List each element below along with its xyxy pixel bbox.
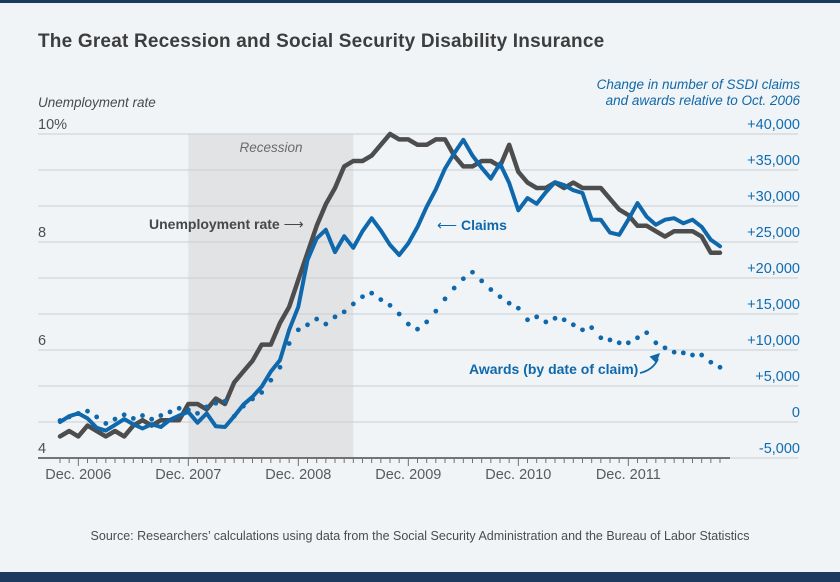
awards-dot bbox=[626, 340, 631, 345]
awards-dot bbox=[250, 397, 255, 402]
awards-dot bbox=[94, 415, 99, 420]
awards-dot bbox=[131, 416, 136, 421]
awards-dot bbox=[323, 322, 328, 327]
awards-dot bbox=[204, 404, 209, 409]
awards-dot bbox=[488, 287, 493, 292]
awards-dot bbox=[241, 404, 246, 409]
right-axis-tick-label: +35,000 bbox=[747, 153, 800, 169]
awards-dot bbox=[287, 341, 292, 346]
right-axis-tick-label: -5,000 bbox=[758, 441, 800, 457]
awards-dot bbox=[122, 412, 127, 417]
arrow-right-icon: ⟶ bbox=[283, 216, 304, 232]
awards-dot bbox=[223, 399, 228, 404]
recession-band-label: Recession bbox=[239, 140, 303, 155]
awards-dot bbox=[85, 409, 90, 414]
awards-dot bbox=[186, 407, 191, 412]
awards-dot bbox=[305, 322, 310, 327]
awards-dot bbox=[690, 353, 695, 358]
awards-dot bbox=[598, 335, 603, 340]
awards-dot bbox=[516, 306, 521, 311]
awards-dot bbox=[708, 360, 713, 365]
awards-dot bbox=[232, 414, 237, 419]
awards-dot bbox=[103, 421, 108, 426]
awards-dot bbox=[718, 365, 723, 370]
awards-dot bbox=[433, 309, 438, 314]
awards-dot bbox=[507, 301, 512, 306]
arrow-left-icon: ⟵ bbox=[437, 217, 458, 233]
awards-dot bbox=[470, 270, 475, 275]
awards-dot bbox=[653, 340, 658, 345]
awards-dot bbox=[333, 314, 338, 319]
awards-dot bbox=[534, 314, 539, 319]
right-axis-title-line1: Change in number of SSDI claims bbox=[596, 77, 800, 92]
awards-dot bbox=[397, 312, 402, 317]
left-axis-tick-label: 4 bbox=[38, 441, 47, 457]
awards-dot bbox=[149, 417, 154, 422]
awards-dot bbox=[562, 317, 567, 322]
right-axis-tick-label: +10,000 bbox=[747, 333, 800, 349]
awards-dot bbox=[378, 297, 383, 302]
awards-dot bbox=[617, 340, 622, 345]
right-axis-tick-label: +30,000 bbox=[747, 189, 800, 205]
unemployment-label-text: Unemployment rate bbox=[149, 216, 280, 232]
awards-dot bbox=[351, 302, 356, 307]
awards-dot bbox=[369, 291, 374, 296]
awards-dot bbox=[406, 322, 411, 327]
awards-dot bbox=[158, 413, 163, 418]
awards-dot bbox=[360, 294, 365, 299]
awards-dot bbox=[498, 294, 503, 299]
bottom-accent-bar bbox=[0, 572, 840, 582]
awards-dot bbox=[213, 401, 218, 406]
awards-dot bbox=[580, 327, 585, 332]
awards-dot bbox=[296, 327, 301, 332]
x-axis-tick-label: Dec. 2010 bbox=[485, 467, 552, 483]
awards-dot bbox=[415, 327, 420, 332]
awards-dot bbox=[259, 390, 264, 395]
awards-dot bbox=[608, 338, 613, 343]
awards-dot bbox=[672, 350, 677, 355]
awards-dot bbox=[140, 413, 145, 418]
x-axis-tick-label: Dec. 2006 bbox=[45, 467, 112, 483]
source-note: Source: Researchers’ calculations using data from the Social Security Administration and the Bureau of Labor Statistics bbox=[90, 529, 750, 543]
awards-dot bbox=[268, 378, 273, 383]
claims-line bbox=[60, 140, 720, 431]
awards-dot bbox=[278, 365, 283, 370]
awards-dot bbox=[589, 325, 594, 330]
awards-dot bbox=[177, 406, 182, 411]
right-axis-tick-label: +40,000 bbox=[747, 117, 800, 133]
awards-dot bbox=[525, 317, 530, 322]
x-axis-tick-label: Dec. 2007 bbox=[155, 467, 222, 483]
claims-line-label bbox=[437, 217, 507, 234]
awards-dot bbox=[67, 415, 72, 420]
awards-dot bbox=[113, 417, 118, 422]
awards-dot bbox=[342, 309, 347, 314]
awards-dot bbox=[699, 353, 704, 358]
right-axis-title-line2: and awards relative to Oct. 2006 bbox=[605, 93, 800, 108]
awards-dot bbox=[681, 350, 686, 355]
awards-dot bbox=[76, 411, 81, 416]
awards-dot bbox=[443, 296, 448, 301]
left-axis-title: Unemployment rate bbox=[38, 95, 156, 110]
right-axis-tick-label: 0 bbox=[791, 405, 800, 421]
right-axis-tick-label: +15,000 bbox=[747, 297, 800, 313]
right-axis-tick-label: +25,000 bbox=[747, 225, 800, 241]
awards-dot bbox=[461, 276, 466, 281]
awards-arrowhead-icon bbox=[650, 353, 661, 364]
awards-dot bbox=[543, 320, 548, 325]
awards-dot bbox=[479, 278, 484, 283]
awards-dot bbox=[314, 317, 319, 322]
unemployment-line-label bbox=[149, 216, 304, 233]
right-axis-tick-label: +5,000 bbox=[755, 369, 800, 385]
awards-dot bbox=[644, 330, 649, 335]
awards-dot bbox=[452, 286, 457, 291]
awards-dot bbox=[571, 322, 576, 327]
awards-dot bbox=[58, 418, 63, 423]
unemployment-line bbox=[60, 134, 720, 436]
x-axis-tick-label: Dec. 2011 bbox=[595, 467, 661, 483]
right-axis-tick-label: +20,000 bbox=[747, 261, 800, 277]
recession-band bbox=[188, 134, 353, 458]
awards-dot bbox=[424, 320, 429, 325]
awards-dot bbox=[195, 411, 200, 416]
left-axis-tick-label: 10% bbox=[38, 117, 68, 133]
awards-line-label: Awards (by date of claim) bbox=[469, 361, 639, 377]
awards-dot bbox=[635, 335, 640, 340]
awards-dot bbox=[553, 316, 558, 321]
claims-label-text: Claims bbox=[460, 217, 507, 233]
awards-dot bbox=[663, 345, 668, 350]
x-axis-tick-label: Dec. 2008 bbox=[265, 467, 332, 483]
chart-title: The Great Recession and Social Security Disability Insurance bbox=[38, 31, 605, 52]
left-axis-tick-label: 8 bbox=[38, 225, 47, 241]
left-axis-tick-label: 6 bbox=[38, 333, 47, 349]
awards-dot bbox=[388, 303, 393, 308]
awards-dot bbox=[168, 410, 173, 415]
x-axis-tick-label: Dec. 2009 bbox=[375, 467, 442, 483]
